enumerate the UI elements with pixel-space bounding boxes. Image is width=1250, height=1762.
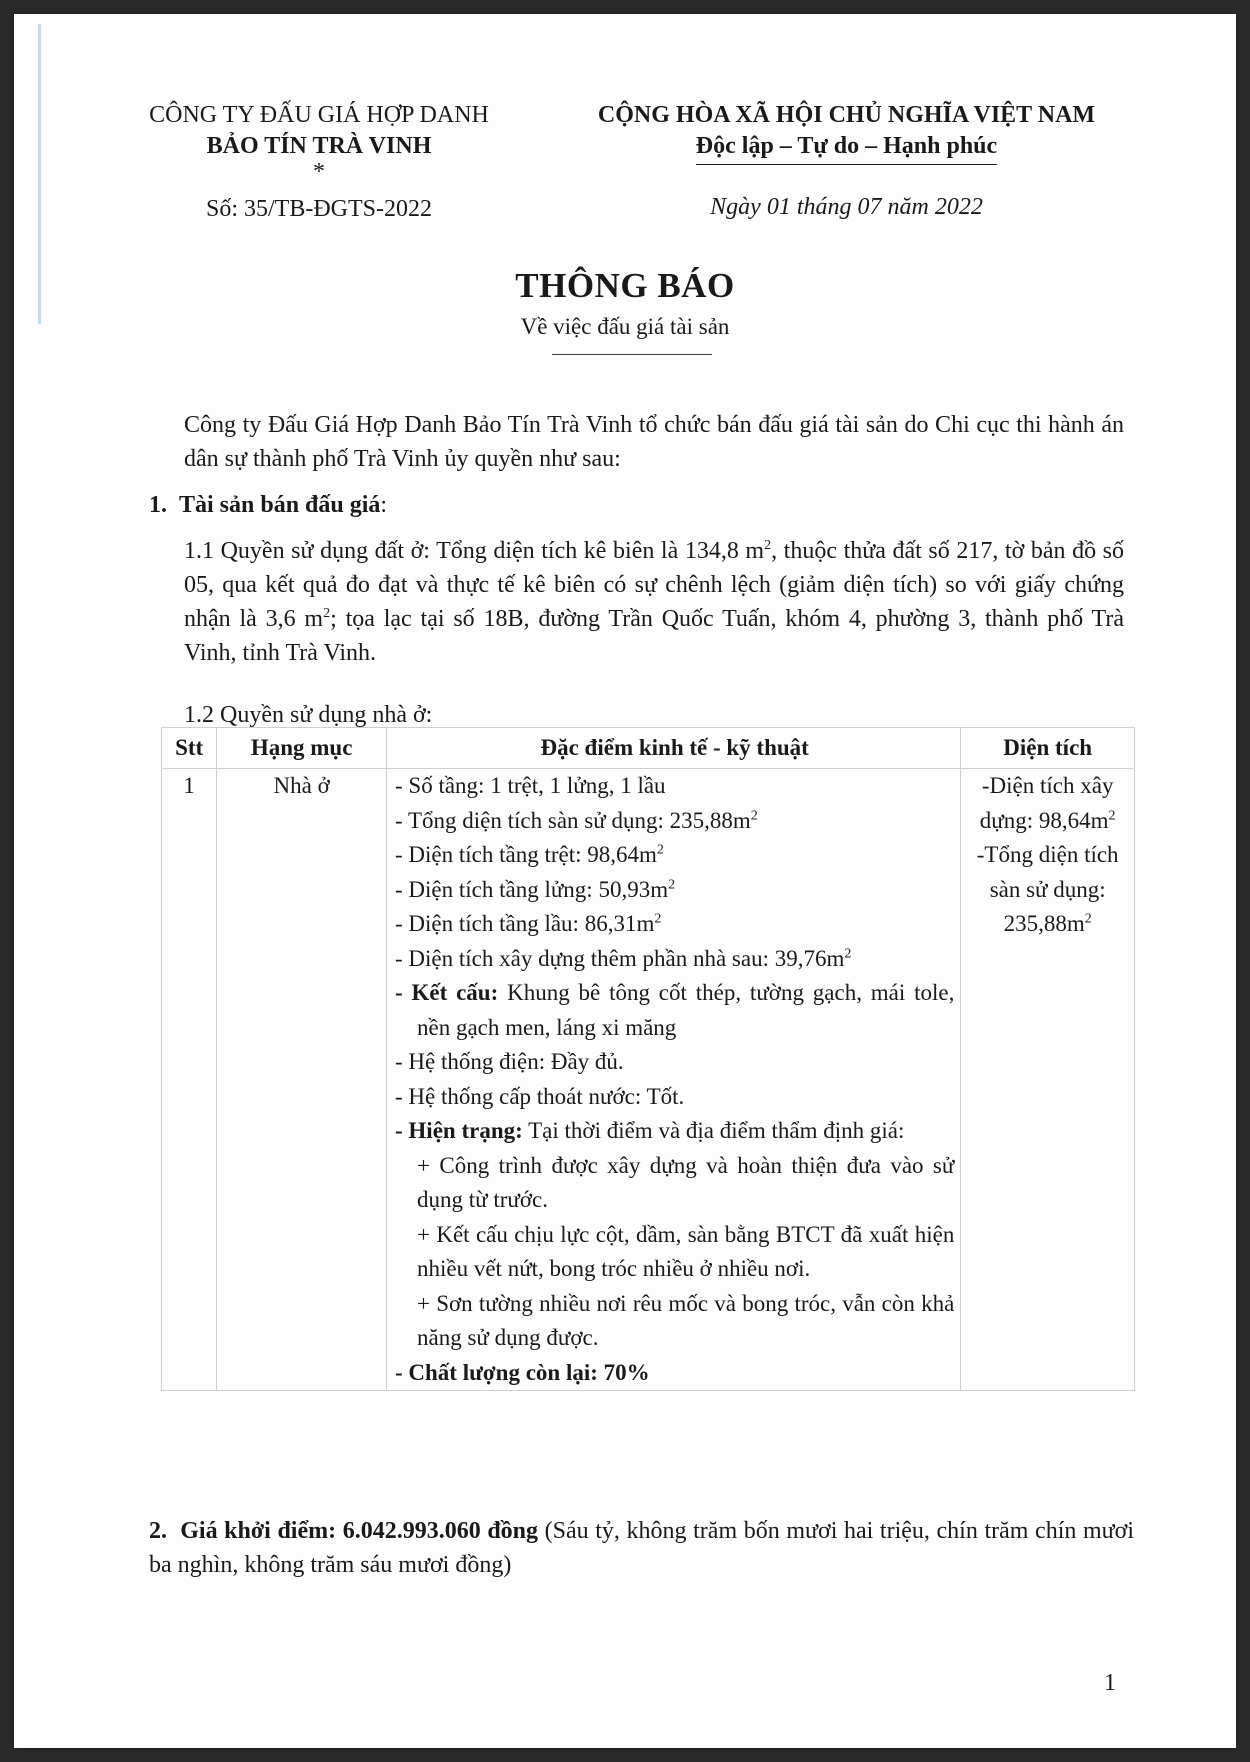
spec-dash: - bbox=[395, 980, 412, 1005]
starting-price: Giá khởi điểm: 6.042.993.060 đồng bbox=[180, 1518, 539, 1544]
list-item bbox=[395, 1114, 954, 1149]
table-row bbox=[162, 769, 1135, 1391]
col-header-dac-diem: Đặc điểm kinh tế - kỹ thuật bbox=[387, 728, 961, 769]
list-item bbox=[395, 873, 954, 908]
house-spec-table bbox=[161, 727, 1135, 1391]
list-item: - Hệ thống cấp thoát nước: Tốt. bbox=[395, 1083, 685, 1109]
spec-text: Khung bê tông cốt thép, tường gạch, mái tole, nền gạch men, láng xi măng bbox=[417, 980, 955, 1040]
list-item bbox=[395, 976, 954, 1045]
page-number: 1 bbox=[1104, 1670, 1116, 1696]
spec-dash: - bbox=[395, 1118, 409, 1143]
spec-label-hien-trang: Hiện trạng: bbox=[408, 1118, 523, 1143]
cell-hang-muc: Nhà ở bbox=[217, 769, 387, 1391]
intro-paragraph: Công ty Đấu Giá Hợp Danh Bảo Tín Trà Vinh tổ chức bán đấu giá tài sản do Chi cục thi hành án dân sự thành phố Trà Vinh ủy quyền như sau: bbox=[184, 412, 1124, 472]
list-item bbox=[395, 942, 954, 977]
spec-text: Tại thời điểm và địa điểm thẩm định giá: bbox=[522, 1118, 905, 1143]
section-1-title: Tài sản bán đấu giá bbox=[179, 492, 381, 518]
spec-sup: 2 bbox=[654, 911, 662, 927]
org-star: * bbox=[313, 159, 325, 185]
spec-sup: 2 bbox=[750, 807, 758, 823]
section-1-heading bbox=[149, 488, 387, 522]
list-item bbox=[395, 804, 954, 839]
col-header-stt: Stt bbox=[162, 728, 217, 769]
list-item: + Kết cấu chịu lực cột, dầm, sàn bằng BTCT đã xuất hiện nhiều vết nứt, bong tróc nhiều ở nhiều nơi. bbox=[417, 1221, 955, 1281]
spec-text: - Diện tích xây dựng thêm phần nhà sau: 39,76m bbox=[395, 945, 845, 971]
spec-text: - Diện tích tầng lửng: 50,93m bbox=[395, 876, 669, 902]
spec-sup: 2 bbox=[656, 842, 664, 858]
document-page bbox=[14, 14, 1236, 1748]
spec-text: - Diện tích tầng lầu: 86,31m bbox=[395, 911, 655, 936]
spec-text: - Tổng diện tích sàn sử dụng: 235,88m bbox=[395, 807, 751, 833]
subtitle-rule bbox=[552, 354, 712, 355]
section-2-number: 2. bbox=[149, 1518, 167, 1544]
starting-price-words: (Sáu tỷ, không trăm bốn mươi hai triệu, chín trăm chín mươi ba nghìn, không trăm sáu mươi đồng) bbox=[149, 1518, 1135, 1578]
item-1-1-sup-b: 2 bbox=[323, 606, 331, 621]
org-name-line1: CÔNG TY ĐẤU GIÁ HỢP DANH bbox=[149, 102, 489, 128]
area-text: -Tổng diện tích sàn sử dụng: 235,88m bbox=[976, 842, 1119, 936]
area-sup: 2 bbox=[1084, 911, 1092, 927]
national-motto: Độc lập – Tự do – Hạnh phúc bbox=[696, 131, 997, 165]
document-subtitle: Về việc đấu giá tài sản bbox=[520, 314, 730, 339]
section-2-paragraph bbox=[149, 1514, 1134, 1582]
item-1-1-text-c: ; tọa lạc tại số 18B, đường Trần Quốc Tuấn, khóm 4, phường 3, thành phố Trà Vinh, tỉnh Trà Vinh. bbox=[184, 606, 1124, 666]
area-sup: 2 bbox=[1108, 807, 1116, 823]
item-1-2-text: Quyền sử dụng nhà ở: bbox=[220, 702, 433, 728]
list-item: - Số tầng: 1 trệt, 1 lửng, 1 lầu bbox=[395, 773, 666, 798]
spec-sup: 2 bbox=[668, 876, 676, 892]
spec-sup: 2 bbox=[844, 945, 852, 961]
list-item bbox=[395, 907, 954, 942]
section-1-colon: : bbox=[380, 492, 388, 518]
item-1-1-label: 1.1 bbox=[184, 538, 214, 564]
area-line-2 bbox=[961, 838, 1134, 942]
cell-dac-diem bbox=[387, 769, 961, 1391]
list-item bbox=[395, 838, 954, 873]
item-1-1-text-a: Quyền sử dụng đất ở: Tổng diện tích kê biên là 134,8 m bbox=[220, 538, 765, 564]
issue-date: Ngày 01 tháng 07 năm 2022 bbox=[710, 194, 983, 220]
list-item: + Sơn tường nhiều nơi rêu mốc và bong tróc, vẫn còn khả năng sử dụng được. bbox=[417, 1290, 955, 1350]
country-name: CỘNG HÒA XÃ HỘI CHỦ NGHĨA VIỆT NAM bbox=[597, 102, 1096, 128]
section-1-number: 1. bbox=[149, 492, 167, 518]
spec-text: - Diện tích tầng trệt: 98,64m bbox=[395, 842, 657, 867]
item-1-1-sup-a: 2 bbox=[764, 538, 772, 553]
org-name-line2: BẢO TÍN TRÀ VINH bbox=[206, 133, 432, 159]
spec-label-ket-cau: Kết cấu: bbox=[411, 980, 499, 1005]
cell-stt: 1 bbox=[162, 769, 217, 1391]
col-header-dien-tich: Diện tích bbox=[961, 728, 1135, 769]
document-title: THÔNG BÁO bbox=[515, 266, 735, 305]
area-line-1 bbox=[961, 769, 1134, 838]
item-1-1-text-b: , thuộc thửa đất số 217, tờ bản đồ số 05, qua kết quả đo đạt và thực tế kê biên có sự chênh lệch (giảm diện tích) so với giấy chứng nhận là 3,6 m bbox=[184, 538, 1124, 632]
cell-dien-tich bbox=[961, 769, 1135, 1391]
col-header-hang-muc: Hạng mục bbox=[217, 728, 387, 769]
list-item: - Hệ thống điện: Đầy đủ. bbox=[395, 1049, 624, 1074]
item-1-2-label: 1.2 bbox=[184, 702, 214, 728]
spec-list bbox=[395, 769, 954, 1390]
list-item: + Công trình được xây dựng và hoàn thiện đưa vào sử dụng từ trước. bbox=[417, 1152, 955, 1212]
table-header-row bbox=[162, 728, 1135, 769]
list-item: - Chất lượng còn lại: 70% bbox=[395, 1359, 650, 1385]
national-header bbox=[559, 100, 1134, 165]
reference-number: Số: 35/TB-ĐGTS-2022 bbox=[205, 196, 432, 222]
organization-header bbox=[124, 100, 514, 185]
item-1-1-paragraph bbox=[184, 534, 1124, 670]
area-text: -Diện tích xây dựng: 98,64m bbox=[979, 773, 1114, 833]
